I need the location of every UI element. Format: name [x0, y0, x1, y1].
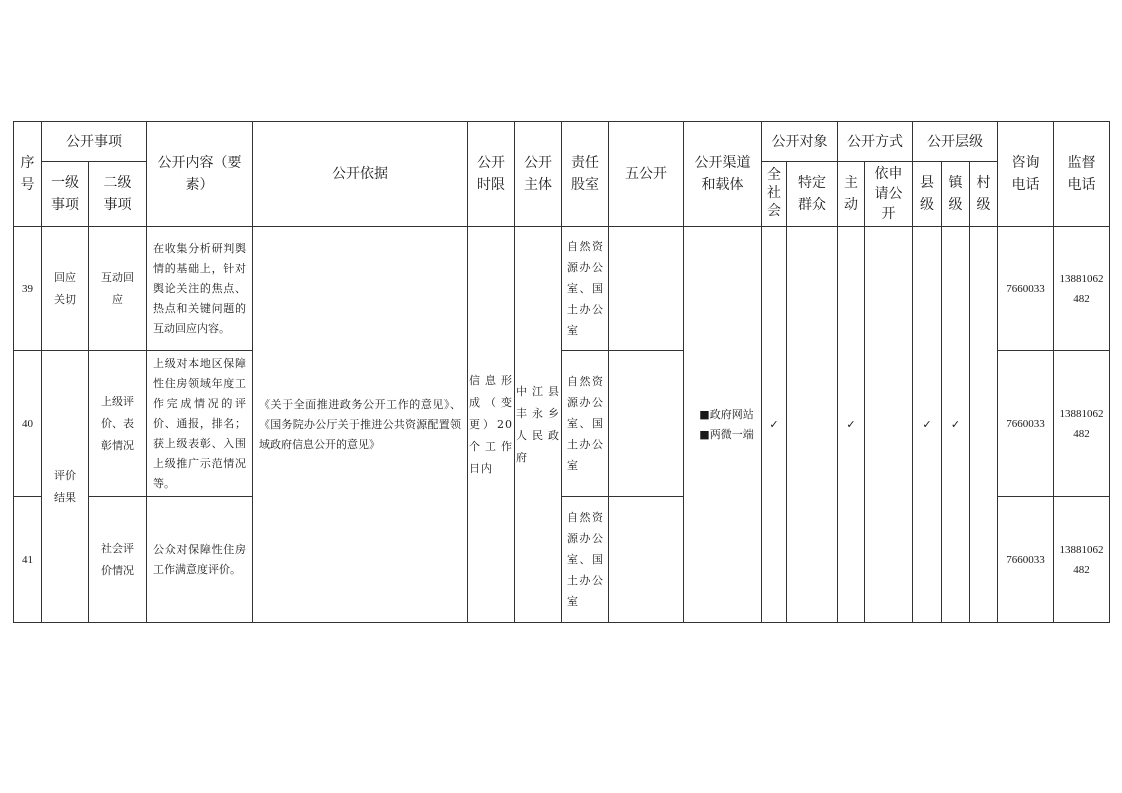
row-office: 自然资源办公室、国土办公室	[562, 497, 609, 623]
check-target-all: ✓	[762, 227, 787, 623]
row-level2: 互动回应	[89, 227, 147, 351]
shared-subject: 中江县丰永乡人民政府	[515, 227, 562, 623]
header-level: 公开层级	[913, 122, 998, 162]
channel-wechat-weibo-app: ■两微一端	[699, 427, 754, 441]
header-supervise-phone: 监督电话	[1054, 122, 1110, 227]
shared-time-limit: 信息形成（变更）20个工作日内	[468, 227, 515, 623]
header-target-specific: 特定群众	[787, 162, 838, 227]
table-row	[14, 227, 1110, 351]
check-level-town: ✓	[942, 227, 970, 623]
row-seq: 40	[14, 351, 42, 497]
row-level1: 评价结果	[42, 351, 89, 623]
cell-target-specific	[787, 227, 838, 623]
header-content: 公开内容（要素）	[147, 122, 253, 227]
header-items: 公开事项	[42, 122, 147, 162]
header-level-county: 县级	[913, 162, 942, 227]
header-level1: 一级事项	[42, 162, 89, 227]
row-seq: 39	[14, 227, 42, 351]
row-level2: 社会评价情况	[89, 497, 147, 623]
disclosure-table	[13, 121, 1110, 623]
row-five-open	[609, 227, 684, 351]
check-method-active: ✓	[838, 227, 865, 623]
row-consult-phone: 7660033	[998, 497, 1054, 623]
header-level-town: 镇级	[942, 162, 970, 227]
header-target: 公开对象	[762, 122, 838, 162]
row-office: 自然资源办公室、国土办公室	[562, 351, 609, 497]
row-content: 公众对保障性住房工作满意度评价。	[147, 497, 253, 623]
header-office: 责任股室	[562, 122, 609, 227]
row-seq: 41	[14, 497, 42, 623]
header-channel: 公开渠道和载体	[684, 122, 762, 227]
channel-gov-website: ■政府网站	[699, 407, 754, 421]
row-consult-phone: 7660033	[998, 227, 1054, 351]
header-subject: 公开主体	[515, 122, 562, 227]
shared-basis: 《关于全面推进政务公开工作的意见》、《国务院办公厅关于推进公共资源配置领域政府信息公开的意见》	[253, 227, 468, 623]
row-level2: 上级评价、表彰情况	[89, 351, 147, 497]
header-method-active: 主动	[838, 162, 865, 227]
header-level-village: 村级	[970, 162, 998, 227]
header-level2: 二级事项	[89, 162, 147, 227]
cell-level-village	[970, 227, 998, 623]
row-supervise-phone: 13881062482	[1054, 351, 1110, 497]
row-consult-phone: 7660033	[998, 351, 1054, 497]
row-level1: 回应关切	[42, 227, 89, 351]
row-supervise-phone: 13881062482	[1054, 497, 1110, 623]
row-five-open	[609, 497, 684, 623]
row-five-open	[609, 351, 684, 497]
header-five-open: 五公开	[609, 122, 684, 227]
row-supervise-phone: 13881062482	[1054, 227, 1110, 351]
check-level-county: ✓	[913, 227, 942, 623]
cell-method-request	[865, 227, 913, 623]
header-method-request: 依申请公开	[865, 162, 913, 227]
shared-channel	[684, 227, 762, 623]
row-content: 上级对本地区保障性住房领域年度工作完成情况的评价、通报，排名；获上级表彰、入围上级推广示范情况等。	[147, 351, 253, 497]
header-basis: 公开依据	[253, 122, 468, 227]
header-seq: 序号	[14, 122, 42, 227]
header-method: 公开方式	[838, 122, 913, 162]
header-consult-phone: 咨询电话	[998, 122, 1054, 227]
row-content: 在收集分析研判舆情的基础上，针对舆论关注的焦点、热点和关键问题的互动回应内容。	[147, 227, 253, 351]
header-time-limit: 公开时限	[468, 122, 515, 227]
row-office: 自然资源办公室、国土办公室	[562, 227, 609, 351]
header-target-all: 全社会	[762, 162, 787, 227]
